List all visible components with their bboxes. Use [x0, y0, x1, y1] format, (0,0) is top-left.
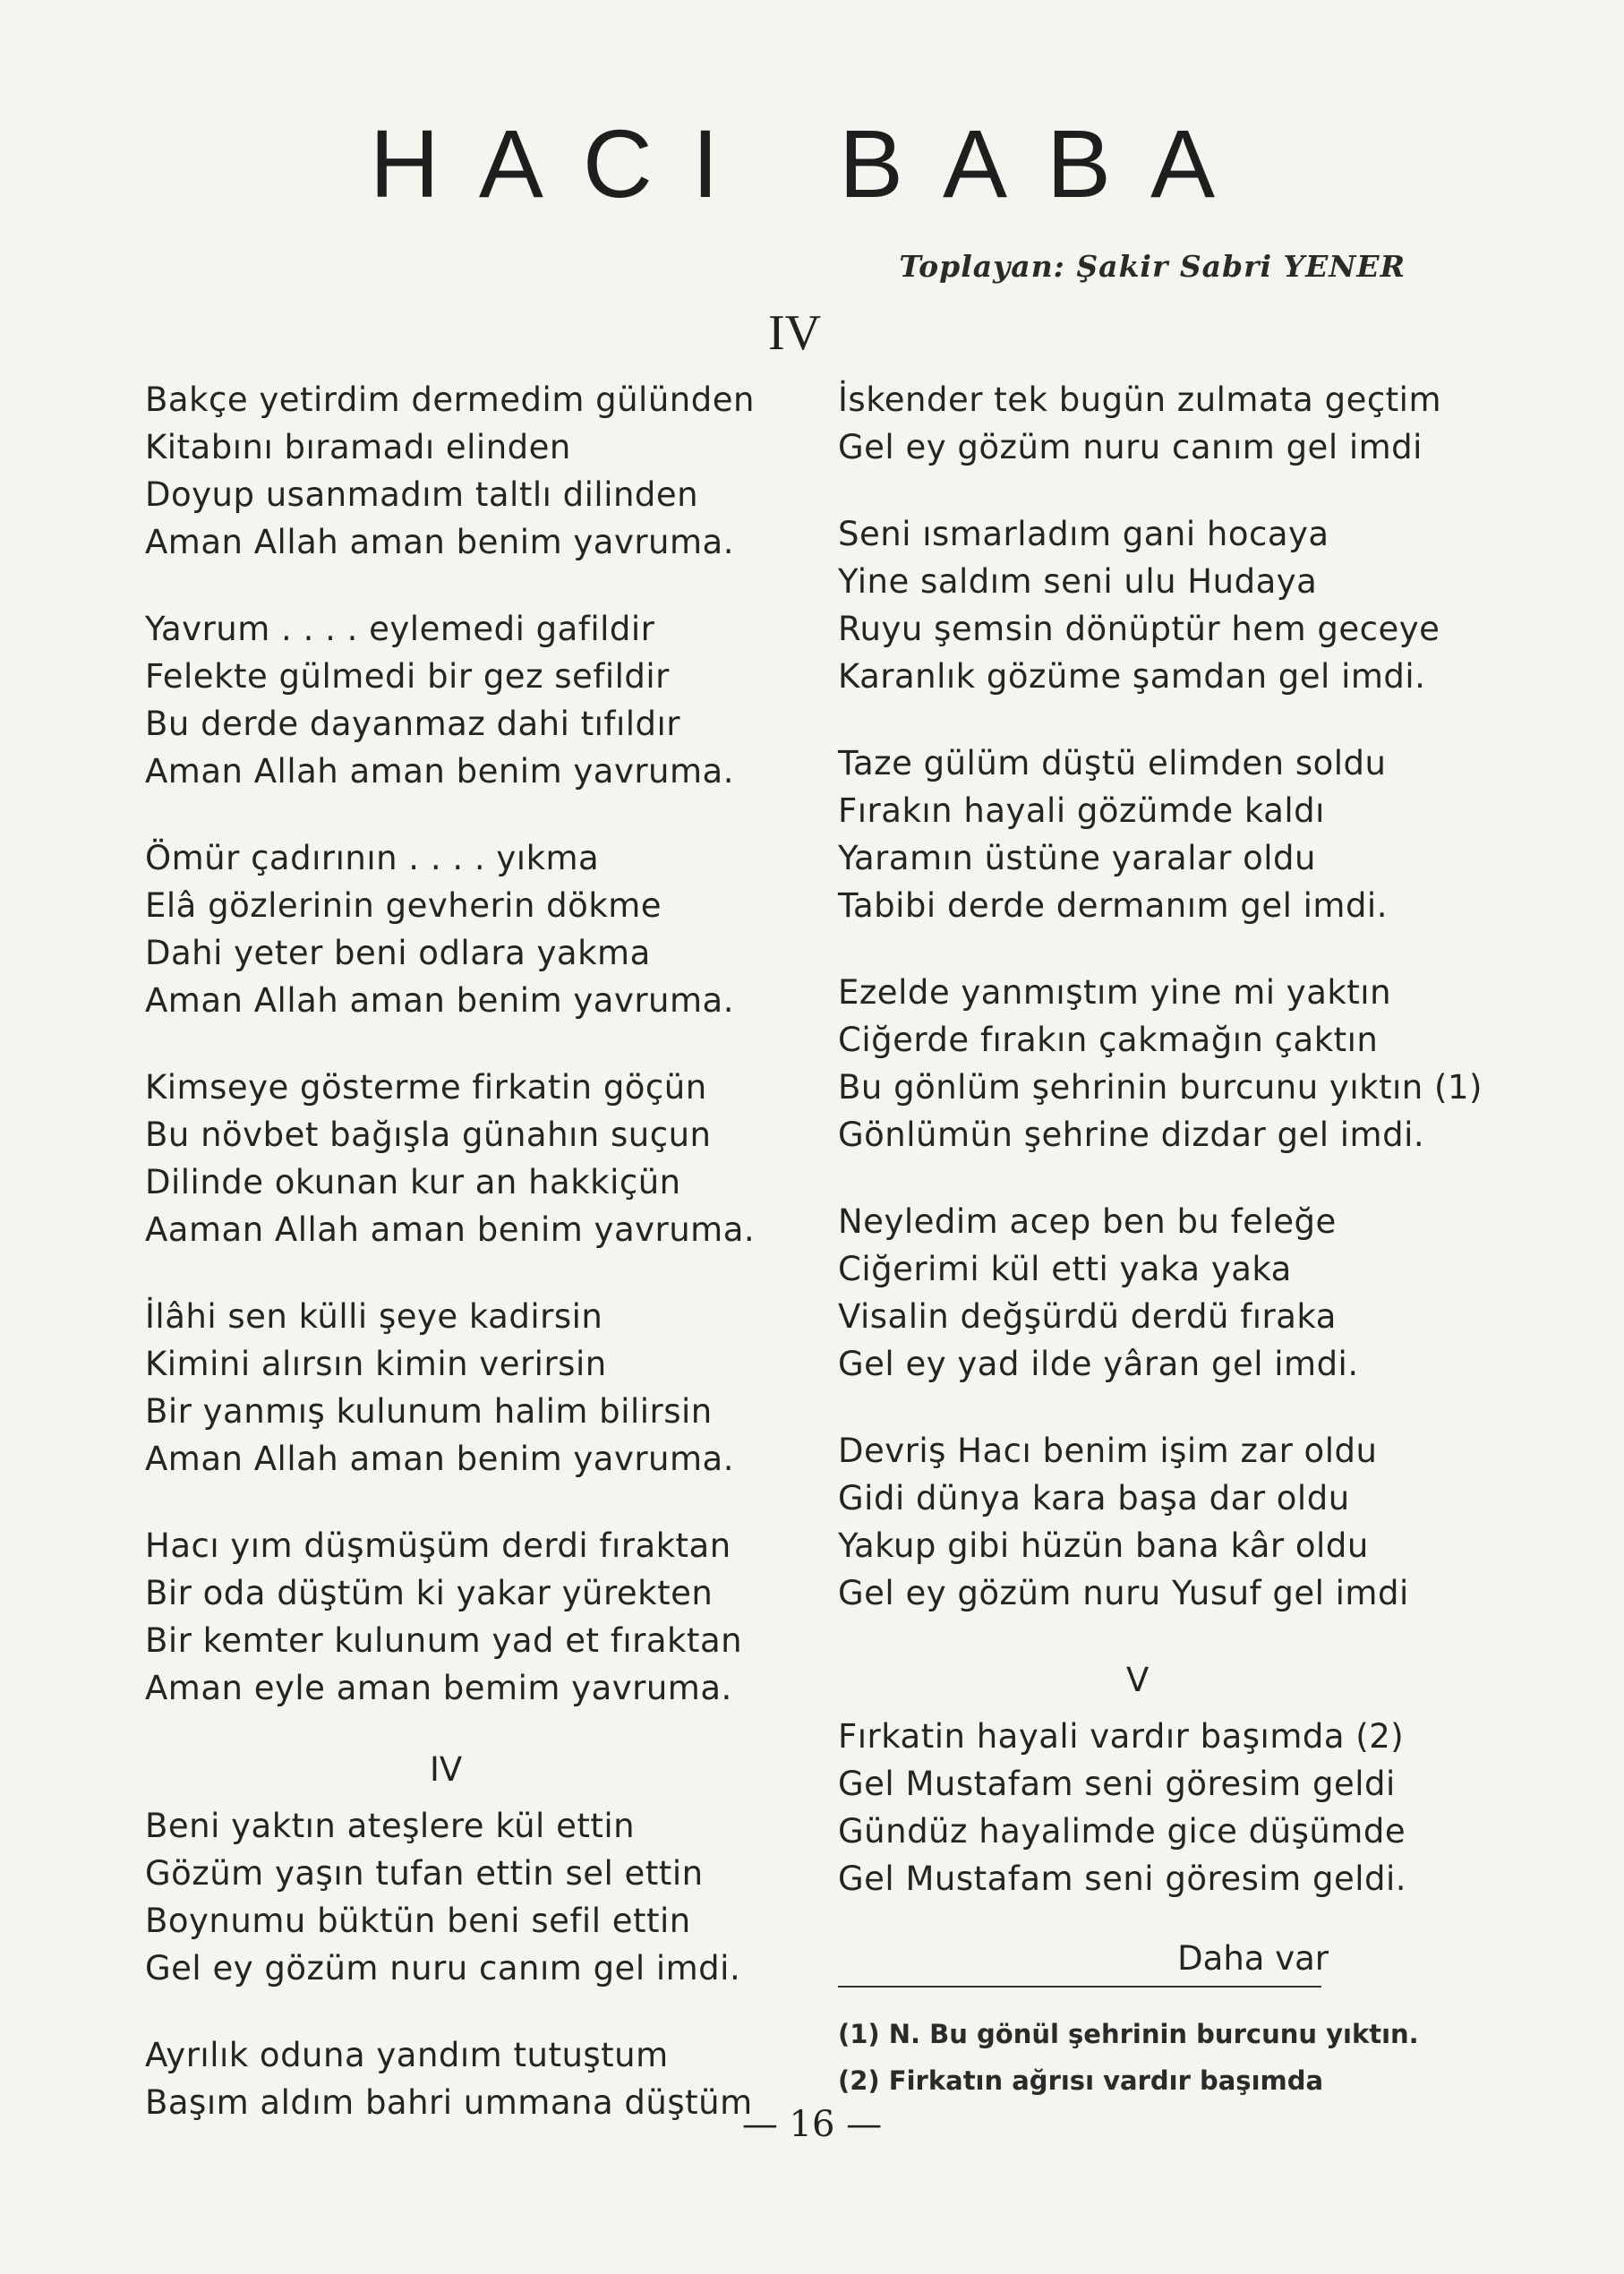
verse-line: Aman Allah aman benim yavruma.	[145, 981, 734, 1020]
stanza	[838, 376, 1447, 471]
verse-line: Hacı yım düşmüşüm derdi fıraktan	[145, 1526, 731, 1565]
verse-line: Ciğerde fırakın çakmağın çaktın	[838, 1021, 1379, 1059]
verse-line: Dahi yeter beni odlara yakma	[145, 934, 651, 972]
verse-line: Doyup usanmadım taltlı dilinden	[145, 475, 699, 514]
verse-line: Aman Allah aman benim yavruma.	[145, 523, 734, 561]
verse-line: Gözüm yaşın tufan ettin sel ettin	[145, 1854, 704, 1893]
stanza	[145, 605, 772, 795]
stanza	[838, 1713, 1447, 1902]
verse-line: Gel ey yad ilde yâran gel imdi.	[838, 1345, 1359, 1383]
verse-line: Bakçe yetirdim dermedim gülünden	[145, 380, 755, 419]
verse-line: Bir oda düştüm ki yakar yürekten	[145, 1574, 714, 1612]
verse-line: Bir yanmış kulunum halim bilirsin	[145, 1392, 713, 1431]
verse-line: Dilinde okunan kur an hakkiçün	[145, 1163, 681, 1201]
stanza	[145, 1064, 772, 1253]
verse-line: Kitabını bıramadı elinden	[145, 428, 571, 466]
left-stanzas	[145, 376, 772, 1712]
stanza	[145, 1802, 772, 1992]
verse-line: Beni yaktın ateşlere kül ettin	[145, 1807, 636, 1845]
verse-line: Yakup gibi hüzün bana kâr oldu	[838, 1526, 1369, 1565]
footnote: (1) N. Bu gönül şehrinin burcunu yıktın.	[838, 2019, 1419, 2049]
right-stanzas	[838, 376, 1483, 1617]
left-sub-heading: IV	[430, 1750, 463, 1789]
right-stanzas-continued	[838, 1713, 1447, 1902]
verse-line: Boynumu büktün beni sefil ettin	[145, 1902, 691, 1940]
footnote-divider	[838, 1986, 1321, 1988]
verse-line: Fırkatin hayali vardır başımda (2)	[838, 1717, 1405, 1756]
title-word-baba: BABA	[838, 109, 1255, 218]
right-sub-heading: V	[1126, 1661, 1150, 1699]
verse-line: Visalin değşürdü derdü fıraka	[838, 1297, 1337, 1336]
verse-line: Kimini alırsın kimin verirsin	[145, 1345, 607, 1383]
verse-line: Aman eyle aman bemim yavruma.	[145, 1669, 732, 1707]
verse-line: Gel Mustafam seni göresim geldi	[838, 1765, 1396, 1803]
verse-line: Gel ey gözüm nuru canım gel imdi	[838, 428, 1423, 466]
stanza	[838, 1427, 1447, 1617]
verse-line: Gönlümün şehrine dizdar gel imdi.	[838, 1116, 1425, 1154]
verse-line: Ciğerimi kül etti yaka yaka	[838, 1250, 1292, 1288]
verse-line: Karanlık gözüme şamdan gel imdi.	[838, 657, 1426, 696]
verse-line: Başım aldım bahri ummana düştüm	[145, 2083, 753, 2122]
verse-line: Bu növbet bağışla günahın suçun	[145, 1116, 712, 1154]
right-column	[838, 376, 1483, 2104]
verse-line: Gel ey gözüm nuru canım gel imdi.	[145, 1949, 741, 1988]
verse-line: Neyledim acep ben bu feleğe	[838, 1202, 1337, 1241]
verse-line: Devriş Hacı benim işim zar oldu	[838, 1432, 1378, 1470]
verse-line: Gündüz hayalimde gice düşümde	[838, 1812, 1406, 1851]
stanza	[145, 1522, 772, 1712]
verse-line: Elâ gözlerinin gevherin dökme	[145, 886, 662, 925]
verse-line: İlâhi sen külli şeye kadirsin	[145, 1297, 603, 1336]
verse-line: Kimseye gösterme firkatin göçün	[145, 1068, 707, 1107]
verse-line: Felekte gülmedi bir gez sefildir	[145, 657, 670, 696]
verse-line: Taze gülüm düştü elimden soldu	[838, 744, 1387, 782]
verse-line: Yine saldım seni ulu Hudaya	[838, 562, 1318, 601]
verse-line: Seni ısmarladım gani hocaya	[838, 515, 1329, 553]
section-number: IV	[768, 305, 822, 361]
verse-line: Gidi dünya kara başa dar oldu	[838, 1479, 1350, 1517]
poem-title	[0, 107, 1624, 219]
stanza	[838, 969, 1483, 1158]
compiler-credit: Toplayan: Şakir Sabri YENER	[899, 249, 1406, 284]
verse-line: Gel Mustafam seni göresim geldi.	[838, 1859, 1407, 1898]
stanza	[145, 376, 772, 566]
verse-line: Tabibi derde dermanım gel imdi.	[838, 886, 1388, 925]
verse-line: Ruyu şemsin dönüptür hem geceye	[838, 610, 1440, 648]
left-column	[145, 376, 772, 2166]
stanza	[838, 739, 1447, 929]
verse-line: Bir kemter kulunum yad et fıraktan	[145, 1621, 743, 1660]
verse-line: Aman Allah aman benim yavruma.	[145, 1440, 734, 1478]
verse-line: İskender tek bugün zulmata geçtim	[838, 380, 1442, 419]
verse-line: Bu gönlüm şehrinin burcunu yıktın (1)	[838, 1068, 1483, 1107]
verse-line: Gel ey gözüm nuru Yusuf gel imdi	[838, 1574, 1409, 1612]
footnote: (2) Firkatın ağrısı vardır başımda	[838, 2065, 1324, 2096]
left-stanzas-continued	[145, 1802, 772, 2126]
verse-line: Bu derde dayanmaz dahi tıfıldır	[145, 705, 680, 743]
verse-line: Aaman Allah aman benim yavruma.	[145, 1210, 756, 1249]
verse-line: Ömür çadırının . . . . yıkma	[145, 839, 600, 877]
stanza	[145, 834, 772, 1024]
verse-line: Ayrılık oduna yandım tutuştum	[145, 2036, 669, 2074]
continued-note: Daha var	[1177, 1939, 1329, 1978]
stanza	[838, 1198, 1447, 1388]
title-word-haci: HACI	[369, 109, 758, 218]
verse-line: Aman Allah aman benim yavruma.	[145, 752, 734, 791]
verse-line: Yaramın üstüne yaralar oldu	[838, 839, 1316, 877]
verse-line: Fırakın hayali gözümde kaldı	[838, 791, 1325, 830]
verse-line: Ezelde yanmıştım yine mi yaktın	[838, 973, 1392, 1012]
stanza	[145, 1293, 772, 1483]
page-number: — 16 —	[741, 2104, 883, 2145]
stanza	[838, 510, 1447, 700]
verse-line: Yavrum . . . . eylemedi gafildir	[145, 610, 655, 648]
